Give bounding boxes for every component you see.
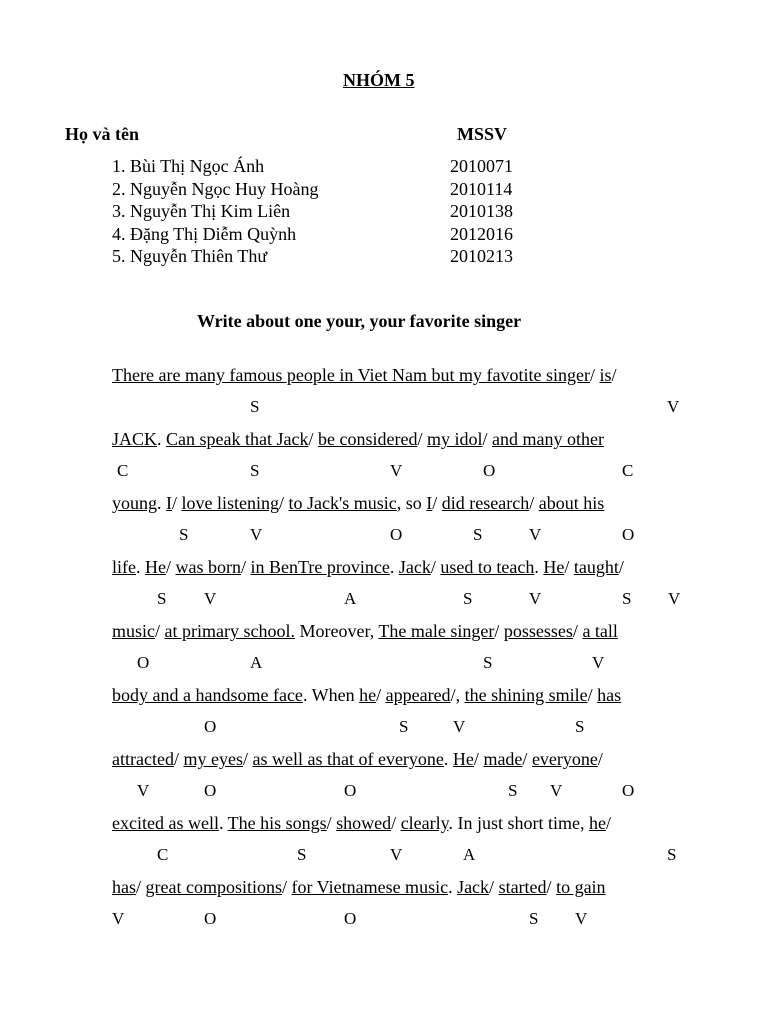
- plain-text: .: [448, 877, 458, 897]
- id-column-header: MSSV: [457, 124, 508, 144]
- grammar-tag: V: [529, 589, 542, 608]
- grammar-tag: V: [529, 525, 542, 544]
- underlined-phrase: the shining smile: [464, 685, 588, 705]
- underlined-phrase: and many other: [492, 429, 604, 449]
- underlined-phrase: taught: [573, 557, 619, 577]
- plain-text: /: [155, 621, 165, 641]
- member-id: 2010114: [450, 179, 513, 199]
- underlined-phrase: he: [359, 685, 377, 705]
- grammar-tag: O: [204, 717, 217, 736]
- grammar-tag: S: [399, 717, 409, 736]
- sentence-line: [112, 365, 617, 386]
- underlined-phrase: has: [112, 877, 136, 897]
- plain-text: /: [241, 557, 251, 577]
- underlined-phrase: made: [483, 749, 523, 769]
- plain-text: /: [279, 493, 289, 513]
- grammar-tag: A: [463, 845, 476, 864]
- plain-text: /: [282, 877, 292, 897]
- grammar-tag: O: [344, 781, 357, 800]
- grammar-tag: V: [390, 461, 403, 480]
- underlined-phrase: music: [112, 621, 155, 641]
- underlined-phrase: clearly: [400, 813, 449, 833]
- underlined-phrase: did research: [441, 493, 530, 513]
- member-name: 3. Nguyễn Thị Kim Liên: [112, 201, 291, 221]
- underlined-phrase: has: [597, 685, 622, 705]
- plain-text: /: [572, 621, 583, 641]
- plain-text: /: [136, 877, 146, 897]
- grammar-tag: S: [463, 589, 473, 608]
- sentence-line: [112, 877, 606, 898]
- underlined-phrase: at primary school.: [164, 621, 295, 641]
- underlined-phrase: excited as well: [112, 813, 219, 833]
- plain-text: .: [534, 557, 544, 577]
- underlined-phrase: to gain: [556, 877, 606, 897]
- plain-text: /: [173, 749, 184, 769]
- underlined-phrase: as well as that of everyone: [252, 749, 444, 769]
- plain-text: /: [597, 749, 603, 769]
- member-id: 2010138: [450, 201, 513, 221]
- underlined-phrase: He: [145, 557, 166, 577]
- grammar-tag: S: [575, 717, 585, 736]
- member-name: 4. Đặng Thị Diễm Quỳnh: [112, 224, 297, 244]
- plain-text: /: [587, 685, 598, 705]
- grammar-tag: O: [622, 525, 635, 544]
- plain-text: . When: [302, 685, 360, 705]
- underlined-phrase: He: [543, 557, 565, 577]
- underlined-phrase: The male singer: [378, 621, 495, 641]
- plain-text: /: [473, 749, 484, 769]
- plain-text: /: [326, 813, 337, 833]
- underlined-phrase: attracted: [112, 749, 174, 769]
- underlined-phrase: to Jack's music: [288, 493, 397, 513]
- plain-text: /: [308, 429, 318, 449]
- page-title: NHÓM 5: [343, 70, 415, 90]
- underlined-phrase: Jack: [457, 877, 490, 897]
- plain-text: /: [589, 365, 600, 385]
- plain-text: . In just short time,: [448, 813, 589, 833]
- underlined-phrase: he: [588, 813, 606, 833]
- plain-text: .: [389, 557, 399, 577]
- grammar-tag: V: [204, 589, 217, 608]
- plain-text: /: [489, 877, 499, 897]
- plain-text: /: [166, 557, 176, 577]
- plain-text: Moreover,: [294, 621, 379, 641]
- member-name: 2. Nguyễn Ngọc Huy Hoàng: [112, 179, 319, 199]
- underlined-phrase: in BenTre province: [250, 557, 390, 577]
- underlined-phrase: There are many famous people in Viet Nam but my favotite singer: [112, 365, 590, 385]
- sentence-line: [112, 493, 604, 514]
- plain-text: /: [482, 429, 492, 449]
- grammar-tag: V: [390, 845, 403, 864]
- grammar-tag: S: [483, 653, 493, 672]
- plain-text: /: [529, 493, 539, 513]
- grammar-tag: S: [250, 461, 260, 480]
- grammar-tag: O: [483, 461, 496, 480]
- underlined-phrase: used to teach: [440, 557, 535, 577]
- plain-text: .: [136, 557, 145, 577]
- plain-text: /: [605, 813, 611, 833]
- underlined-phrase: started: [498, 877, 547, 897]
- underlined-phrase: be considered: [317, 429, 418, 449]
- grammar-tag: S: [179, 525, 189, 544]
- underlined-phrase: body and a handsome face: [112, 685, 303, 705]
- underlined-phrase: life: [112, 557, 136, 577]
- sentence-line: [112, 685, 621, 706]
- grammar-tag: V: [550, 781, 563, 800]
- member-id: 2012016: [450, 224, 513, 244]
- grammar-tag: S: [157, 589, 167, 608]
- plain-text: /: [494, 621, 504, 641]
- sentence-line: [112, 557, 624, 578]
- member-name: 1. Bùi Thị Ngọc Ánh: [112, 156, 265, 176]
- underlined-phrase: JACK: [112, 429, 158, 449]
- grammar-tag: S: [508, 781, 518, 800]
- plain-text: .: [443, 749, 453, 769]
- plain-text: /: [522, 749, 532, 769]
- underlined-phrase: was born: [175, 557, 242, 577]
- underlined-phrase: appeared: [385, 685, 451, 705]
- grammar-tag: S: [529, 909, 539, 928]
- grammar-tag: O: [344, 909, 357, 928]
- grammar-tag: S: [250, 397, 260, 416]
- grammar-tag: O: [622, 781, 635, 800]
- member-id: 2010213: [450, 246, 513, 266]
- plain-text: /: [432, 493, 442, 513]
- grammar-tag: V: [667, 397, 680, 416]
- sentence-line: [112, 621, 618, 642]
- underlined-phrase: Jack: [398, 557, 431, 577]
- plain-text: /: [417, 429, 427, 449]
- grammar-tag: S: [667, 845, 677, 864]
- plain-text: /: [242, 749, 253, 769]
- grammar-tag: V: [137, 781, 150, 800]
- grammar-tag: S: [622, 589, 632, 608]
- plain-text: .: [218, 813, 228, 833]
- sentence-line: [112, 429, 604, 450]
- underlined-phrase: a tall: [582, 621, 618, 641]
- grammar-tag: V: [112, 909, 125, 928]
- underlined-phrase: everyone: [531, 749, 598, 769]
- underlined-phrase: possesses: [503, 621, 573, 641]
- grammar-tag: A: [344, 589, 357, 608]
- grammar-tag: C: [157, 845, 169, 864]
- plain-text: /: [564, 557, 574, 577]
- underlined-phrase: love listening: [181, 493, 280, 513]
- underlined-phrase: He: [452, 749, 474, 769]
- underlined-phrase: I: [166, 493, 172, 513]
- grammar-tag: V: [250, 525, 263, 544]
- sentence-line: [112, 813, 611, 834]
- grammar-tag: S: [473, 525, 483, 544]
- plain-text: /: [611, 365, 617, 385]
- underlined-phrase: showed: [336, 813, 392, 833]
- underlined-phrase: The his songs: [227, 813, 327, 833]
- grammar-tag: O: [204, 781, 217, 800]
- grammar-tag: C: [117, 461, 129, 480]
- plain-text: /: [430, 557, 441, 577]
- grammar-tag: O: [137, 653, 150, 672]
- grammar-tag: S: [297, 845, 307, 864]
- member-id: 2010071: [450, 156, 513, 176]
- grammar-tag: V: [668, 589, 681, 608]
- grammar-tag: V: [575, 909, 588, 928]
- plain-text: .: [157, 429, 167, 449]
- grammar-tag: O: [204, 909, 217, 928]
- underlined-phrase: young: [112, 493, 157, 513]
- grammar-tag: V: [453, 717, 466, 736]
- grammar-tag: C: [622, 461, 634, 480]
- underlined-phrase: is: [599, 365, 612, 385]
- underlined-phrase: my idol: [426, 429, 483, 449]
- grammar-tag: V: [592, 653, 605, 672]
- member-name: 5. Nguyễn Thiên Thư: [112, 246, 268, 266]
- plain-text: /,: [450, 685, 465, 705]
- grammar-tag: O: [390, 525, 403, 544]
- underlined-phrase: I: [426, 493, 433, 513]
- plain-text: /: [376, 685, 386, 705]
- assignment-title: Write about one your, your favorite singer: [197, 311, 522, 331]
- grammar-tag: A: [250, 653, 263, 672]
- plain-text: , so: [396, 493, 427, 513]
- sentence-line: [112, 749, 603, 770]
- underlined-phrase: for Vietnamese music: [291, 877, 449, 897]
- underlined-phrase: great compositions: [145, 877, 282, 897]
- underlined-phrase: my eyes: [183, 749, 243, 769]
- plain-text: /: [391, 813, 401, 833]
- plain-text: /: [172, 493, 182, 513]
- underlined-phrase: Can speak that Jack: [166, 429, 309, 449]
- underlined-phrase: about his: [538, 493, 605, 513]
- plain-text: /: [618, 557, 624, 577]
- plain-text: .: [157, 493, 166, 513]
- name-column-header: Họ và tên: [65, 124, 139, 144]
- plain-text: /: [546, 877, 557, 897]
